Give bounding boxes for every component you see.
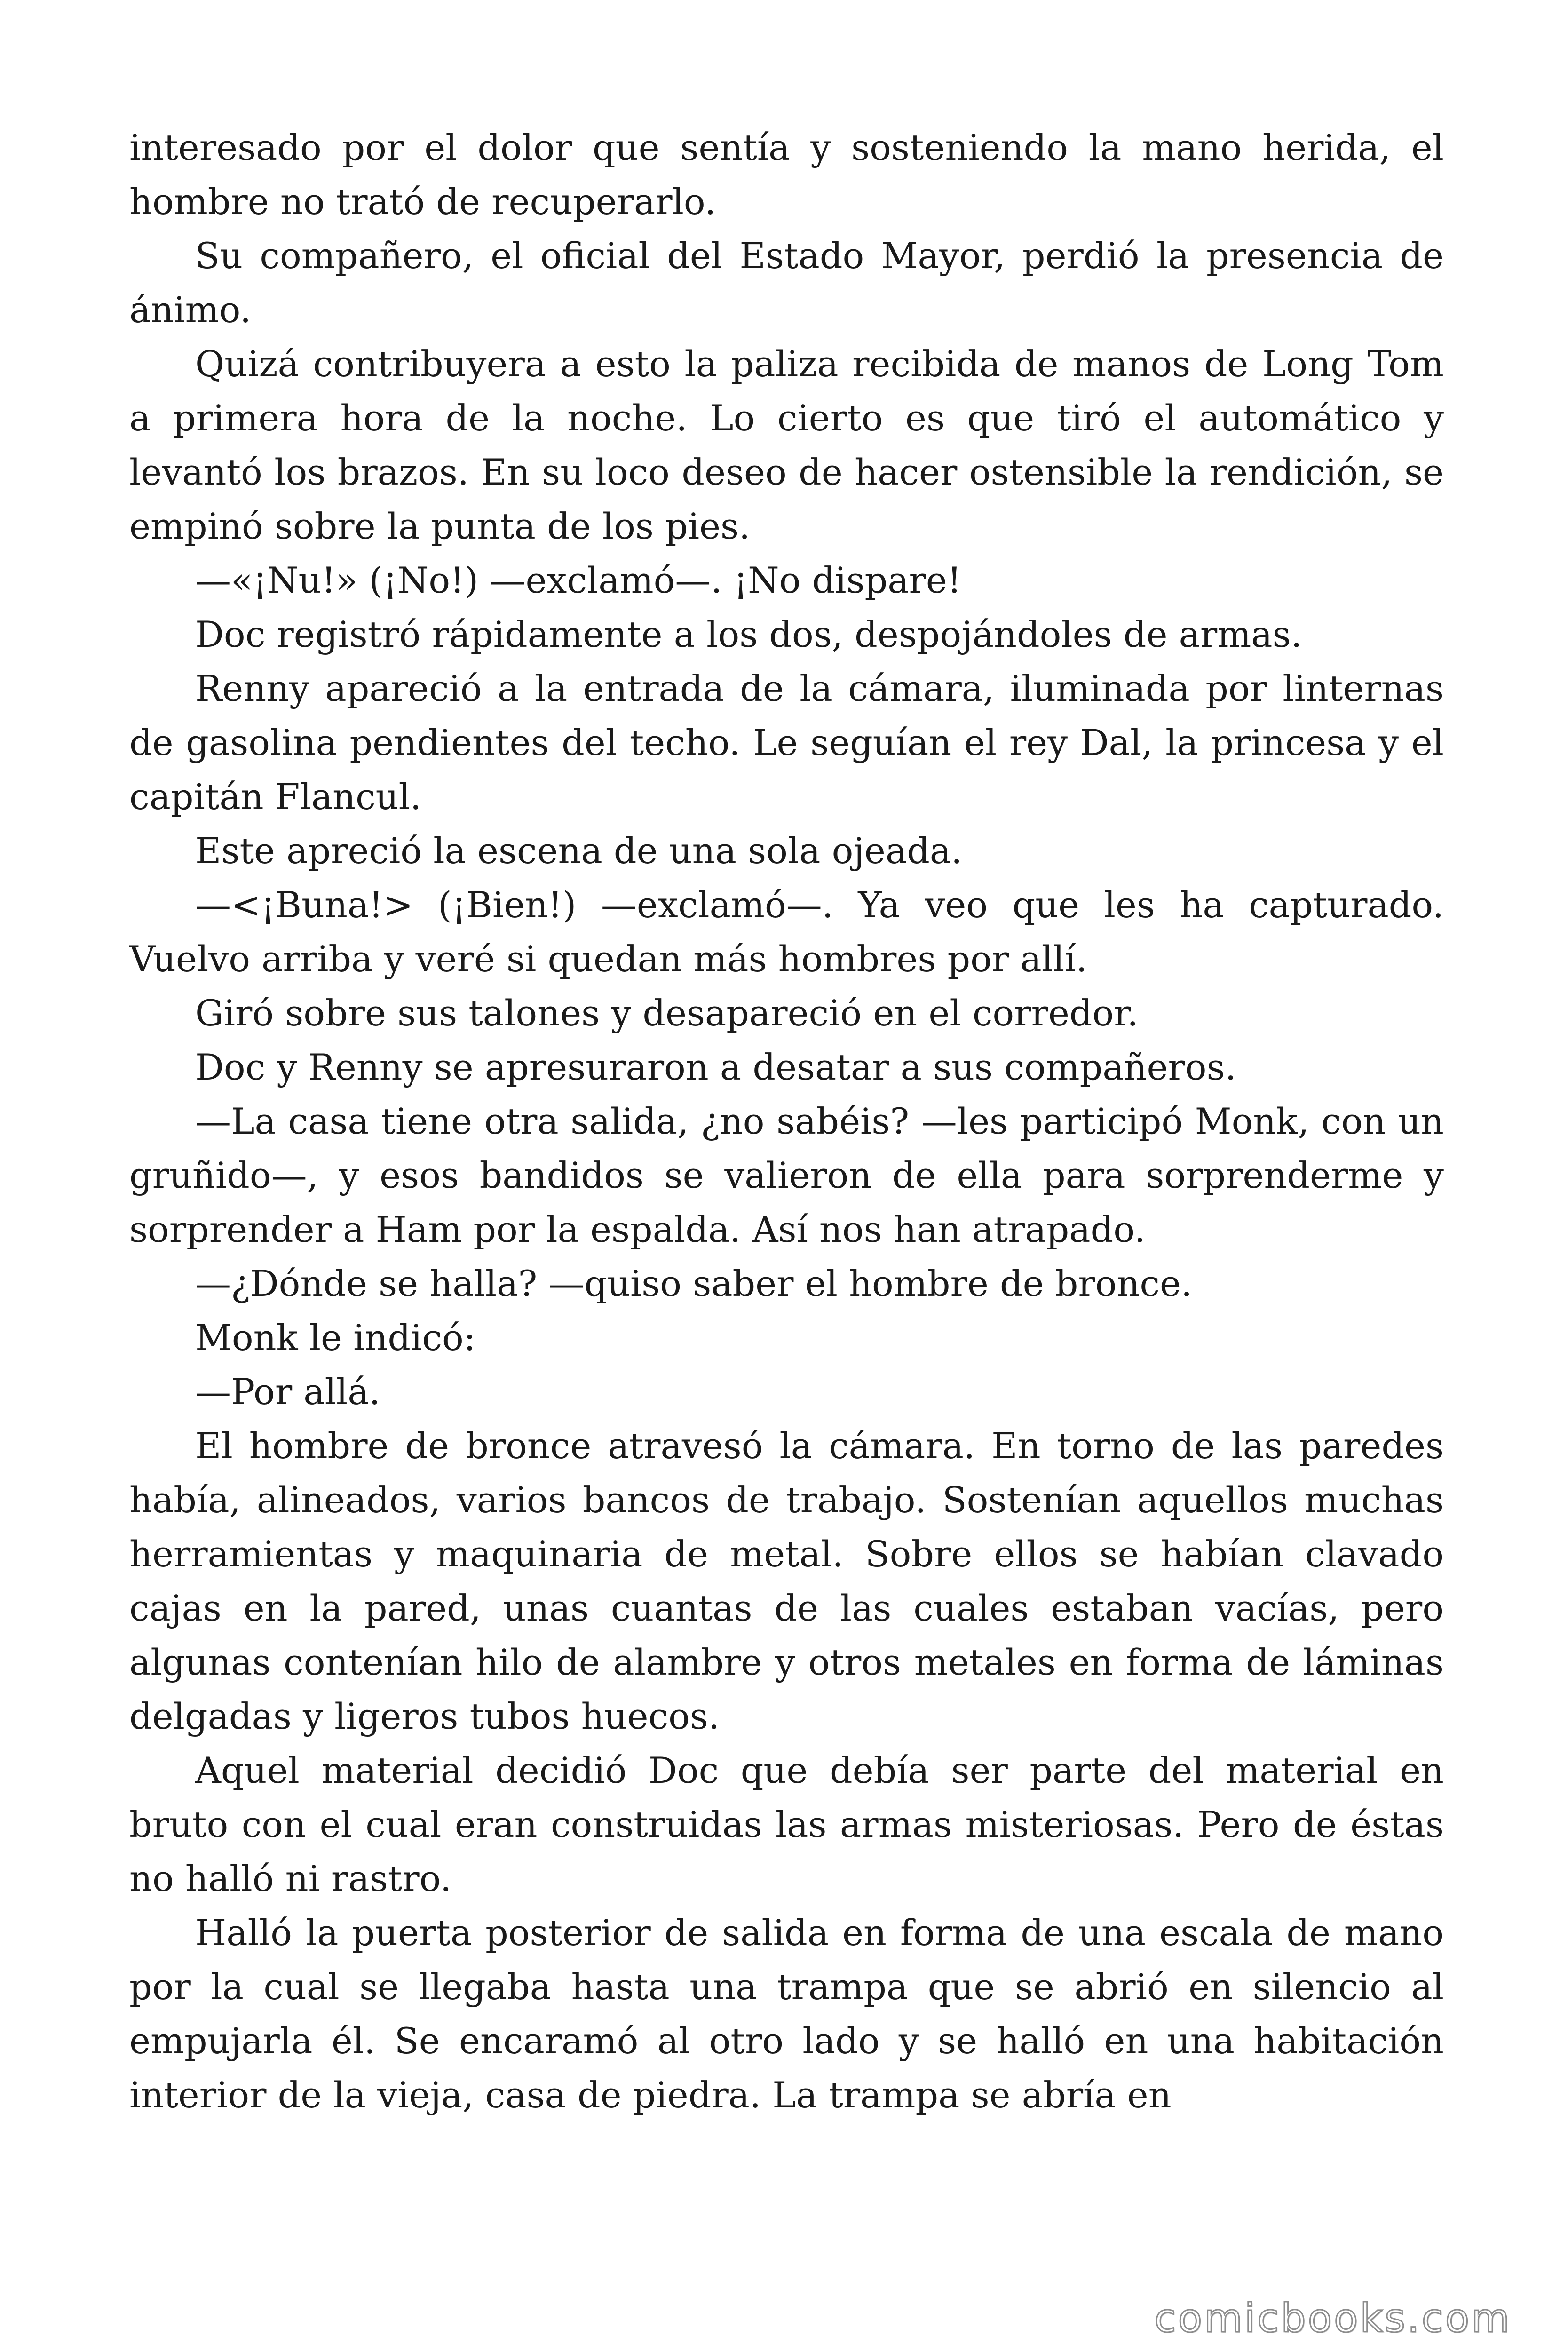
paragraph-4: —«¡Nu!» (¡No!) —exclamó—. ¡No dispare! [195,559,962,601]
paragraph-8: —<¡Buna!> (¡Bien!) —exclamó—. Ya veo que les ha capturado. Vuelvo arriba y veré si quedan más hombres por allí. [129,884,1444,980]
paragraph-16: Aquel material decidió Doc que debía ser parte del material en bruto con el cual eran construidas las armas misteriosas. Pero de éstas no halló ni rastro. [129,1749,1444,1899]
paragraph-2: Su compañero, el oficial del Estado Mayor, perdió la presencia de ánimo. [129,235,1444,331]
paragraph-17: Halló la puerta posterior de salida en forma de una escala de mano por la cual se llegaba hasta una trampa que se abrió en silencio al empujarla él. Se encaramó al otro lado y se halló en una habitación interior de la vieja, casa de piedra. La trampa se abría en [129,1912,1444,2116]
paragraph-5: Doc registró rápidamente a los dos, despojándoles de armas. [195,613,1302,655]
paragraph-11: —La casa tiene otra salida, ¿no sabéis? —les participó Monk, con un gruñido—, y esos bandidos se valieron de ella para sorprenderme y sorprender a Ham por la espalda. Así nos han atrapado. [129,1100,1444,1250]
paragraph-3: Quizá contribuyera a esto la paliza recibida de manos de Long Tom a primera hora de la noche. Lo cierto es que tiró el automático y levantó los brazos. En su loco deseo de hacer ostensible la rendición, se empinó sobre la punta de los pies. [129,343,1444,547]
paragraph-1: interesado por el dolor que sentía y sosteniendo la mano herida, el hombre no trató de recuperarlo. [129,127,1444,222]
paragraph-15: El hombre de bronce atravesó la cámara. En torno de las paredes había, alineados, varios bancos de trabajo. Sostenían aquellos muchas herramientas y maquinaria de metal. Sobre ellos se habían clavado cajas en la pared, unas cuantas de las cuales estaban vacías, pero algunas contenían hilo de alambre y otros metales en forma de láminas delgadas y ligeros tubos huecos. [129,1425,1444,1737]
paragraph-6: Renny apareció a la entrada de la cámara, iluminada por linternas de gasolina pendientes del techo. Le seguían el rey Dal, la princesa y el capitán Flancul. [129,667,1444,818]
paragraph-12: —¿Dónde se halla? —quiso saber el hombre de bronce. [195,1263,1193,1304]
watermark: comicbooks.com [1154,2295,1512,2341]
paragraph-7: Este apreció la escena de una sola ojeada. [195,830,963,872]
page-body [129,120,1444,2122]
paragraph-13: Monk le indicó: [195,1317,476,1359]
paragraph-9: Giró sobre sus talones y desapareció en el corredor. [195,992,1139,1034]
paragraph-14: —Por allá. [195,1371,380,1413]
paragraph-10: Doc y Renny se apresuraron a desatar a sus compañeros. [195,1046,1236,1088]
